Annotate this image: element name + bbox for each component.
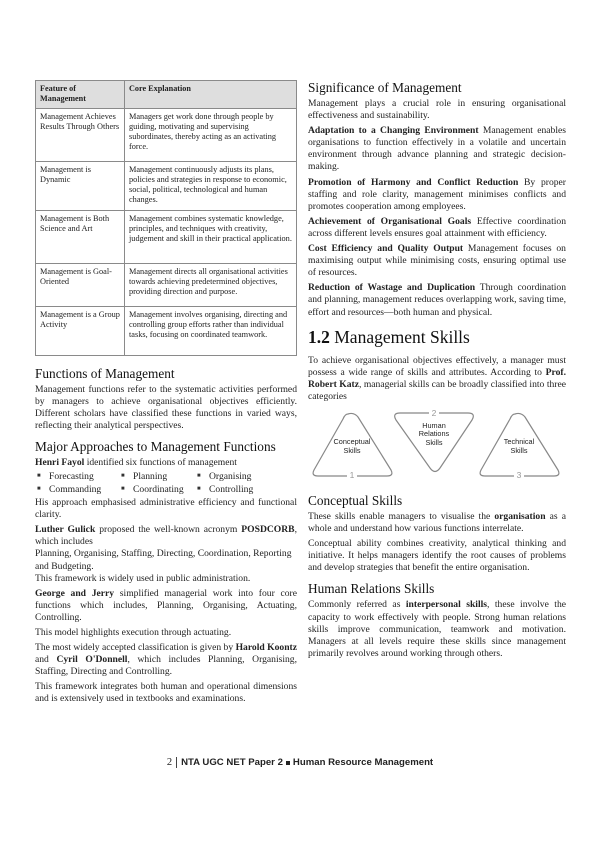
table-header-feature: Feature of Management xyxy=(36,81,125,109)
conceptual-heading: Conceptual Skills xyxy=(308,492,403,508)
fayol-functions-list xyxy=(37,470,297,496)
table-cell-explanation: Management combines systematic knowledge, principles, and techniques with creativity, judgement and skill in their practical application. xyxy=(125,210,297,263)
list-item: ■ Forecasting xyxy=(37,470,121,483)
technical-line1: Technical xyxy=(503,436,535,446)
table-header-row xyxy=(36,81,297,109)
koontz-text2: , which includes Planning, Organising, Staffing, Directing and Controlling. xyxy=(35,654,297,678)
gj-after: This model highlights execution through actuating. xyxy=(35,627,232,638)
gulick-after: This framework is widely used in public administration. xyxy=(35,572,251,584)
human-number: 2 xyxy=(431,407,437,418)
technical-line2: Skills xyxy=(510,445,528,455)
page-number: 2 xyxy=(166,757,173,769)
skills-diagram-svg xyxy=(308,408,566,480)
gulick-text: proposed the well-known acronym xyxy=(95,524,242,536)
gulick-list: Planning, Organising, Staffing, Directing, Coordination, Reporting and Budgeting. xyxy=(35,548,292,572)
significance-item-text: Through coordination and planning, management reduces overlapping work, saving time, effort and resources—both human and physical. xyxy=(308,282,567,318)
list-item: ■ Planning xyxy=(121,470,197,483)
conceptual-p1a: These skills enable managers to visualise the xyxy=(308,510,495,522)
table-cell-feature: Management Achieves Results Through Others xyxy=(36,108,125,161)
table-cell-feature: Management is Goal-Oriented xyxy=(36,263,125,306)
fayol-name: Henri Fayol xyxy=(35,456,85,468)
conceptual-p1b: organisation xyxy=(494,510,546,522)
table-row xyxy=(36,263,297,306)
skills-title: Management Skills xyxy=(334,326,470,347)
conceptual-p1c: as a whole and understand how various functions interrelate. xyxy=(308,510,566,535)
skills-intro-1: To achieve organisational objectives effectively, a manager must possess a wide range of skills and attributes. According to xyxy=(308,354,566,378)
koontz-name: Harold Koontz xyxy=(235,642,297,654)
features-table xyxy=(35,80,297,356)
table-cell-explanation: Management continuously adjusts its plans, policies and strategies in response to economic, social, political, technological and human changes. xyxy=(125,161,297,210)
human-line1: Human xyxy=(422,420,446,430)
fayol-after: His approach emphasised administrative efficiency and functional clarity. xyxy=(35,497,297,521)
koontz-text1: The most widely accepted classification is given by xyxy=(35,642,236,654)
significance-item-text: Effective coordination across different levels ensures goal attainment with efficiency. xyxy=(308,215,566,239)
table-cell-explanation: Management involves organising, directing and controlling group efforts rather than individual tasks, focusing on coordinated teamwork. xyxy=(125,306,297,355)
right-column xyxy=(308,80,566,660)
significance-item-text: Management enables organisations to function effectively in a volatile and uncertain environment through advance planning and strategic decision-making. xyxy=(308,125,566,173)
list-item: ■ Coordinating xyxy=(121,483,197,496)
skills-number: 1.2 xyxy=(308,326,330,347)
significance-item-title: Achievement of Organisational Goals xyxy=(308,215,472,227)
human-line2: Relations xyxy=(418,428,450,438)
significance-item xyxy=(308,177,566,213)
significance-heading: Significance of Management xyxy=(308,80,462,95)
table-cell-feature: Management is a Group Activity xyxy=(36,306,125,355)
table-row xyxy=(36,161,297,210)
table-header-explanation: Core Explanation xyxy=(125,81,297,109)
conceptual-p2: Conceptual ability combines creativity, analytical thinking and initiative. It helps managers identify the root causes of problems and develop strategies that benefit the entire organisation. xyxy=(308,538,566,574)
significance-item-text: By proper staffing and role clarity, management minimises conflicts and promotes cooperation among employees. xyxy=(308,176,566,212)
human-line3: Skills xyxy=(425,437,443,447)
skills-diagram xyxy=(308,408,566,485)
significance-item xyxy=(308,216,566,240)
katz-name: Prof. Robert Katz xyxy=(308,366,566,390)
gj-text: simplified managerial work into four core functions which includes, Planning, Organising, Actuating, Controlling. xyxy=(35,587,297,623)
functions-heading: Functions of Management xyxy=(35,365,175,381)
table-cell-explanation: Managers get work done through people by guiding, motivating and supervising subordinates, thereby acting as an activating force. xyxy=(125,108,297,161)
left-column xyxy=(35,80,297,706)
significance-item-title: Cost Efficiency and Quality Output xyxy=(308,243,464,255)
functions-intro: Management functions refer to the systematic activities performed by managers to achieve organisational objectives efficiently. Different scholars have classified these functions in varied ways, reflecting their analytical perspectives. xyxy=(35,383,297,431)
fayol-paragraph xyxy=(35,457,297,469)
conceptual-line1: Conceptual xyxy=(333,436,371,446)
page-footer xyxy=(0,757,600,768)
list-item: ■ Controlling xyxy=(197,483,277,496)
footer-bullet-icon xyxy=(286,761,290,765)
human-p1a: Commonly referred as xyxy=(308,599,406,611)
table-cell-feature: Management is Dynamic xyxy=(36,161,125,210)
significance-item xyxy=(308,243,566,279)
significance-intro: Management plays a crucial role in ensuring organisational effectiveness and sustainability. xyxy=(308,98,566,122)
skills-intro xyxy=(308,355,566,403)
footer-divider xyxy=(176,757,177,768)
gulick-name: Luther Gulick xyxy=(35,524,96,536)
table-row xyxy=(36,210,297,263)
table-row xyxy=(36,108,297,161)
conceptual-number: 1 xyxy=(349,469,355,480)
technical-number: 3 xyxy=(516,469,522,480)
skills-heading xyxy=(308,327,566,347)
list-item: ■ Organising xyxy=(197,470,277,483)
human-p1c: , these involve the capacity to work effectively with people. Strong human relations skills improve communication, teamwork and motivation. Managers at all levels require these skills since management primarily revolves around working through others. xyxy=(308,599,566,659)
koontz-paragraph xyxy=(35,642,297,678)
table-cell-feature: Management is Both Science and Art xyxy=(36,210,125,263)
koontz-and: and xyxy=(35,654,57,666)
significance-item-text: Management focuses on maximising output while minimising costs, ensuring optimal use of resources. xyxy=(308,243,566,279)
significance-item-title: Promotion of Harmony and Conflict Reduction xyxy=(308,176,519,188)
fayol-text: identified six functions of management xyxy=(84,456,237,468)
table-row xyxy=(36,306,297,355)
approaches-heading: Major Approaches to Management Functions xyxy=(35,438,276,454)
gulick-text2: , which includes xyxy=(35,524,297,548)
human-p1 xyxy=(308,599,566,659)
gulick-paragraph xyxy=(35,524,297,548)
gulick-acronym: POSDCORB xyxy=(241,524,295,536)
human-heading: Human Relations Skills xyxy=(308,581,435,597)
human-p1b: interpersonal skills xyxy=(405,599,488,611)
significance-item xyxy=(308,282,566,318)
list-item: ■ Commanding xyxy=(37,483,121,496)
skills-intro-2: , managerial skills can be broadly classified into three categories xyxy=(308,378,567,402)
footer-book-title: NTA UGC NET Paper 2 xyxy=(181,757,283,769)
conceptual-p1 xyxy=(308,511,566,535)
odonnell-name: Cyril O'Donnell xyxy=(56,654,128,666)
significance-item-title: Reduction of Wastage and Duplication xyxy=(308,282,476,294)
gj-paragraph xyxy=(35,588,297,624)
conceptual-line2: Skills xyxy=(343,445,361,455)
gj-name: George and Jerry xyxy=(35,587,115,599)
significance-item xyxy=(308,125,566,173)
koontz-after: This framework integrates both human and operational dimensions and is extensively used in textbooks and examinations. xyxy=(35,681,297,705)
footer-subject: Human Resource Management xyxy=(292,757,434,769)
significance-item-title: Adaptation to a Changing Environment xyxy=(308,125,479,137)
table-cell-explanation: Management directs all organisational activities towards achieving predetermined objectives, providing direction and purpose. xyxy=(125,263,297,306)
